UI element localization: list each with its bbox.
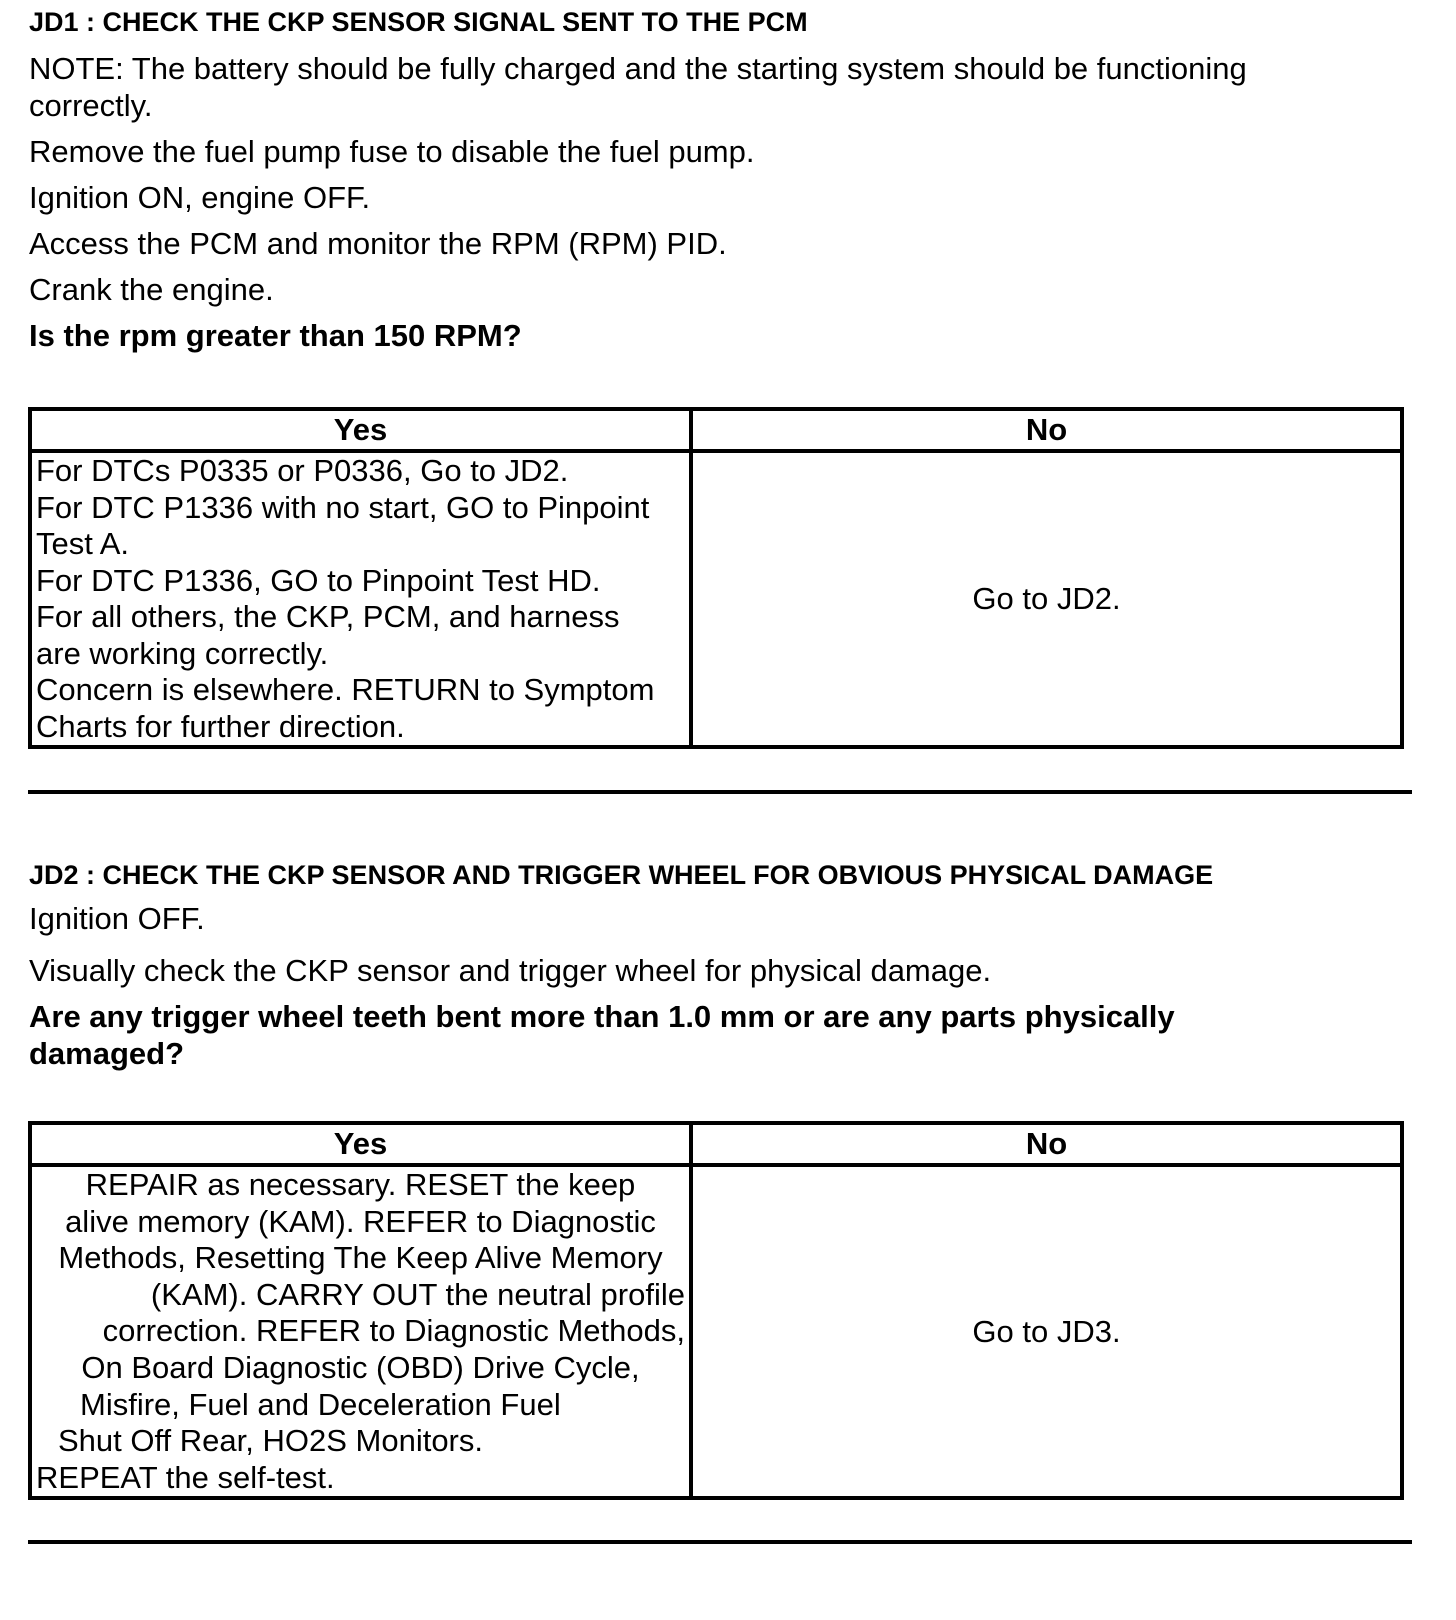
jd1-question: Is the rpm greater than 150 RPM? — [29, 318, 522, 353]
yes-line: Charts for further direction. — [36, 708, 405, 744]
yes-line: REPEAT the self-test. — [36, 1459, 335, 1495]
jd1-step-fuse: Remove the fuel pump fuse to disable the fuel pump. — [29, 134, 755, 169]
jd1-decision-table — [28, 407, 1404, 749]
jd1-heading: JD1 : CHECK THE CKP SENSOR SIGNAL SENT TO THE PCM — [29, 7, 808, 37]
jd2-no-cell: Go to JD3. — [691, 1165, 1402, 1498]
yes-line: correction. REFER to Diagnostic Methods, — [102, 1313, 685, 1349]
jd2-section — [29, 859, 1409, 1072]
yes-line: For DTC P1336 with no start, GO to Pinpoint — [36, 489, 650, 525]
yes-line: For all others, the CKP, PCM, and harness — [36, 599, 620, 634]
jd1-step-pcm: Access the PCM and monitor the RPM (RPM) PID. — [29, 226, 727, 261]
yes-column-header: Yes — [30, 409, 691, 451]
yes-line: For DTCs P0335 or P0336, Go to JD2. — [36, 453, 569, 488]
jd2-decision-table — [28, 1121, 1404, 1500]
no-column-header: No — [691, 1123, 1402, 1165]
yes-line: Test A. — [36, 526, 130, 561]
jd1-no-cell: Go to JD2. — [691, 451, 1402, 747]
yes-line: REPAIR as necessary. RESET the keep — [85, 1167, 636, 1202]
table-header-row — [30, 1123, 1402, 1165]
jd1-section — [29, 6, 1409, 354]
yes-column-header: Yes — [30, 1123, 691, 1165]
jd1-note: NOTE: The battery should be fully charged and the starting system should be functioning correctly. — [29, 51, 1247, 123]
jd2-step-ignition: Ignition OFF. — [29, 901, 205, 936]
no-column-header: No — [691, 409, 1402, 451]
yes-line: Misfire, Fuel and Deceleration Fuel — [80, 1386, 561, 1422]
jd2-yes-cell — [30, 1165, 691, 1498]
yes-line: (KAM). CARRY OUT the neutral profile — [150, 1276, 685, 1312]
yes-line: Methods, Resetting The Keep Alive Memory — [58, 1240, 663, 1276]
section-divider — [28, 1540, 1412, 1544]
yes-line: On Board Diagnostic (OBD) Drive Cycle, — [81, 1349, 640, 1385]
jd2-step-visual: Visually check the CKP sensor and trigger wheel for physical damage. — [29, 953, 992, 988]
table-row — [30, 1165, 1402, 1498]
jd2-heading: JD2 : CHECK THE CKP SENSOR AND TRIGGER WHEEL FOR OBVIOUS PHYSICAL DAMAGE — [29, 860, 1214, 890]
yes-line: For DTC P1336, GO to Pinpoint Test HD. — [36, 562, 601, 598]
jd1-step-ignition: Ignition ON, engine OFF. — [29, 180, 371, 215]
jd1-step-crank: Crank the engine. — [29, 272, 274, 307]
yes-line: Concern is elsewhere. RETURN to Symptom — [36, 672, 655, 707]
jd1-yes-cell — [30, 451, 691, 747]
yes-line: are working correctly. — [36, 635, 329, 671]
jd2-question: Are any trigger wheel teeth bent more than 1.0 mm or are any parts physically damaged? — [29, 999, 1175, 1071]
table-row — [30, 451, 1402, 747]
yes-line: alive memory (KAM). REFER to Diagnostic — [65, 1203, 656, 1239]
yes-line: Shut Off Rear, HO2S Monitors. — [58, 1423, 483, 1459]
section-divider — [28, 790, 1412, 794]
table-header-row — [30, 409, 1402, 451]
